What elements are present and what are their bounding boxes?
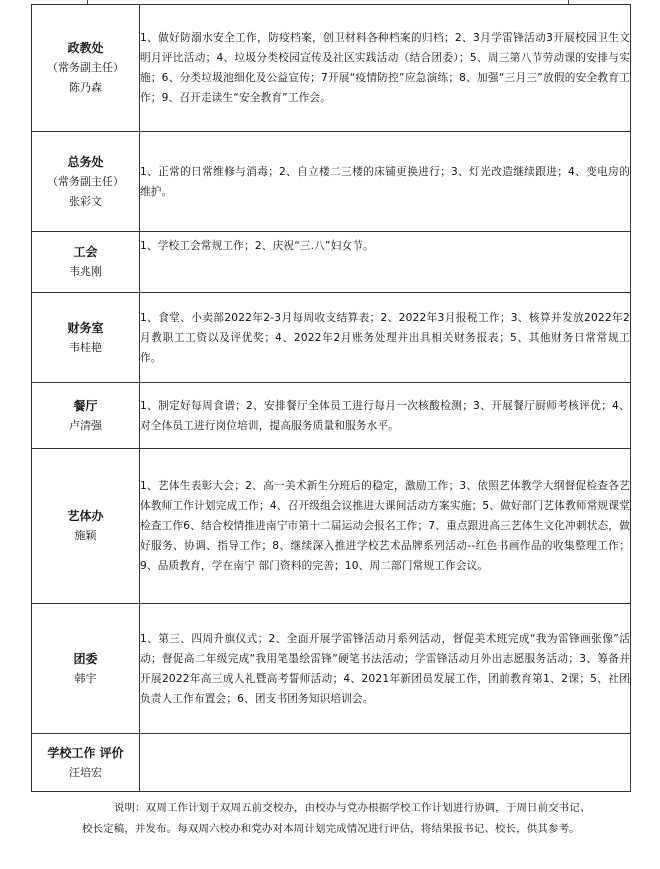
department-name: 工会 — [73, 245, 98, 259]
footnote: 说明：双周工作计划于双周五前交校办，由校办与党办根据学校工作计划进行协调，于周日前交书记、校长定稿，并发布。每双周六校办和党办对本周计划完成情况进行评估，将结果报书记、校长，供其参考。 — [82, 802, 591, 835]
department-person: 施颖 — [74, 529, 97, 542]
department-cell — [32, 604, 140, 734]
work-content: 1、制定好每周食谱；2、安排餐厅全体员工进行每月一次核酸检测；3、开展餐厅厨师考核评优；4、对全体员工进行岗位培训，提高服务质量和服务水平。 — [140, 383, 631, 449]
department-cell — [32, 383, 140, 449]
table-row — [32, 132, 631, 232]
table-row — [32, 604, 631, 734]
table-row — [32, 383, 631, 449]
department-cell — [32, 293, 140, 383]
work-content: 1、学校工会常规工作；2、庆祝“三.八”妇女节。 — [140, 232, 631, 293]
table-row — [32, 293, 631, 383]
department-cell — [32, 232, 140, 293]
department-name: 总务处 — [67, 154, 104, 169]
department-name: 团委 — [73, 651, 98, 666]
department-person: 张彩文 — [69, 194, 102, 208]
table-row — [32, 232, 631, 293]
table-row — [32, 734, 631, 792]
department-person: 韩宇 — [74, 671, 97, 685]
department-name: 财务室 — [67, 320, 104, 335]
department-person: 汪培宏 — [69, 765, 102, 779]
department-role: （常务副主任） — [47, 174, 124, 188]
department-cell — [32, 132, 140, 232]
work-content — [140, 734, 631, 792]
department-name: 学校工作 评价 — [47, 745, 124, 760]
department-person: 卢清强 — [69, 418, 102, 432]
table-row — [32, 449, 631, 604]
table-row — [32, 5, 631, 132]
work-content: 1、食堂、小卖部2022年2-3月每周收支结算表；2、2022年3月报税工作；3、核算并发放2022年2月教职工工资以及评优奖；4、2022年2月账务处理并出具相关财务报表；5、其他财务日常常规工作。 — [140, 293, 631, 383]
work-plan-table — [31, 4, 631, 792]
department-name: 餐厅 — [73, 398, 98, 413]
department-person: 韦桂艳 — [69, 340, 102, 354]
department-person: 韦兆刚 — [69, 265, 102, 278]
department-person: 陈乃森 — [69, 81, 102, 94]
work-content: 1、正常的日常维修与消毒；2、自立楼二三楼的床铺更换进行；3、灯光改造继续跟进；4、变电房的维护。 — [140, 132, 631, 232]
department-name: 艺体办 — [67, 509, 104, 523]
work-content: 1、艺体生表彰大会；2、高一美术新生分班后的稳定，激励工作；3、依照艺体教学大纲督促检查各艺体教师工作计划完成工作；4、召开级组会议推进大课间活动方案实施；5、做好部门艺体教师常规课堂检查工作6、结合校情推进南宁市第十二届运动会报名工作；7、重点跟进高三艺体生文化冲刺状态，做好服务、协调、指导工作；8、继续深入推进学校艺术品牌系列活动--红色书画作品的收集整理工作；9、品质教育，学在南宁 部门资料的完善；10、周二部门常规工作会议。 — [140, 449, 631, 604]
work-content: 1、做好防溺水安全工作，防疫档案，创卫材料各种档案的归档；2、3月学雷锋活动3开展校园卫生文明月评比活动；4、垃圾分类校园宣传及社区实践活动（结合团委）；5、周三第八节劳动课的安排与实施；6、分类垃圾池细化及公益宣传；7开展“疫情防控”应急演练；8、加强“三月三”放假的安全教育工作；9、召开走读生“安全教育”工作会。 — [140, 5, 631, 132]
work-content: 1、第三、四周升旗仪式；2、全面开展学雷锋活动月系列活动，督促美术班完成“我为雷锋画张像”活动；督促高二年级完成“我用笔墨绘雷锋”硬笔书法活动；学雷锋活动月外出志愿服务活动；3、筹备并开展2022年高三成人礼暨高考誓师活动；4、2021年新团员发展工作，团前教育第1、2课；5、社团负责人工作布置会；6、团支书团务知识培训会。 — [140, 604, 631, 734]
department-cell — [32, 5, 140, 132]
department-cell — [32, 449, 140, 604]
department-name: 政教处 — [67, 41, 104, 55]
department-role: （常务副主任） — [47, 61, 124, 74]
department-cell — [32, 734, 140, 792]
